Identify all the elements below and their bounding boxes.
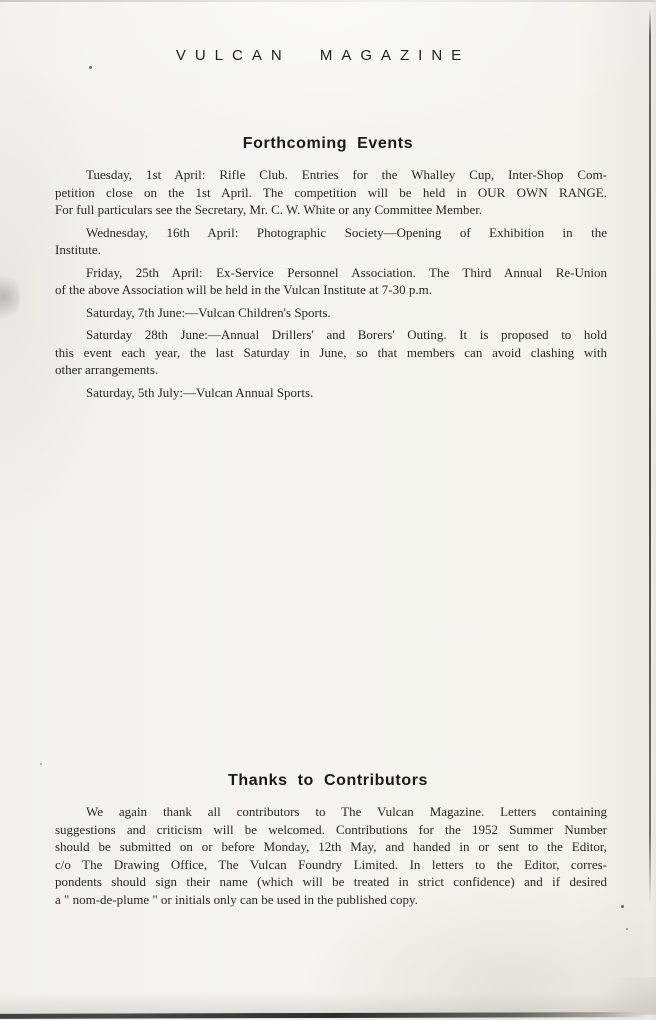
text-line: pondents should sign their name (which will be treated in strict confidence) and if desired: [55, 874, 607, 889]
page-top-edge-shadow: [0, 0, 656, 2]
ink-speck: [40, 763, 42, 765]
paragraph: [55, 264, 607, 299]
section-forthcoming-events: [0, 135, 656, 401]
thanks-to-contributors-body: [55, 803, 607, 908]
forthcoming-events-body: [55, 166, 607, 401]
text-line: For full particulars see the Secretary, Mr. C. W. White or any Committee Member.: [55, 202, 483, 217]
paragraph: [55, 224, 607, 259]
paragraph: [55, 384, 607, 402]
text-line: Saturday 28th June:—Annual Drillers' and Borers' Outing. It is proposed to hold: [86, 327, 607, 342]
text-line: of the above Association will be held in the Vulcan Institute at 7-30 p.m.: [55, 282, 432, 297]
text-line: petition close on the 1st April. The competition will be held in OUR OWN RANGE.: [55, 184, 607, 200]
ink-speck: [621, 905, 624, 908]
ink-speck: [626, 928, 628, 930]
text-line: Tuesday, 1st April: Rifle Club. Entries for the Whalley Cup, Inter-Shop Com-: [86, 167, 607, 182]
paragraph: [55, 166, 607, 219]
forthcoming-events-heading: Forthcoming Events: [242, 135, 414, 152]
text-line: c/o The Drawing Office, The Vulcan Foundry Limited. In letters to the Editor, corres-: [55, 856, 607, 872]
text-line: suggestions and criticism will be welcomed. Contributions for the 1952 Summer Number: [55, 821, 607, 837]
thanks-to-contributors-heading: Thanks to Contributors: [227, 772, 429, 789]
paragraph: [55, 304, 607, 322]
page-bottom-edge-line: [0, 1012, 648, 1019]
page-corner-shadow: [586, 977, 656, 1015]
page-right-edge-strip: [651, 0, 656, 1020]
magazine-title: VULCAN MAGAZINE: [175, 47, 471, 64]
ink-speck: [89, 66, 92, 69]
text-line: this event each year, the last Saturday in June, so that members can avoid clashing with: [55, 344, 607, 360]
text-line: We again thank all contributors to The Vulcan Magazine. Letters containing: [86, 804, 607, 819]
text-line: Wednesday, 16th April: Photographic Society—Opening of Exhibition in the: [86, 224, 607, 240]
page-right-edge-line: [649, 8, 651, 905]
text-line: Saturday, 7th June:—Vulcan Children's Sports.: [86, 304, 331, 320]
text-line: a " nom-de-plume " or initials only can be used in the published copy.: [55, 891, 418, 907]
paragraph: [55, 803, 607, 908]
text-line: should be submitted on or before Monday, 12th May, and handed in or sent to the Editor,: [55, 839, 607, 854]
page-bottom-shadow: [0, 992, 656, 1014]
text-line: other arrangements.: [55, 362, 159, 377]
section-thanks-to-contributors: [0, 772, 656, 908]
text-line: Institute.: [55, 242, 101, 257]
paragraph: [55, 326, 607, 379]
text-line: Saturday, 5th July:—Vulcan Annual Sports.: [86, 384, 314, 400]
text-line: Friday, 25th April: Ex-Service Personnel Association. The Third Annual Re-Union: [86, 264, 607, 280]
